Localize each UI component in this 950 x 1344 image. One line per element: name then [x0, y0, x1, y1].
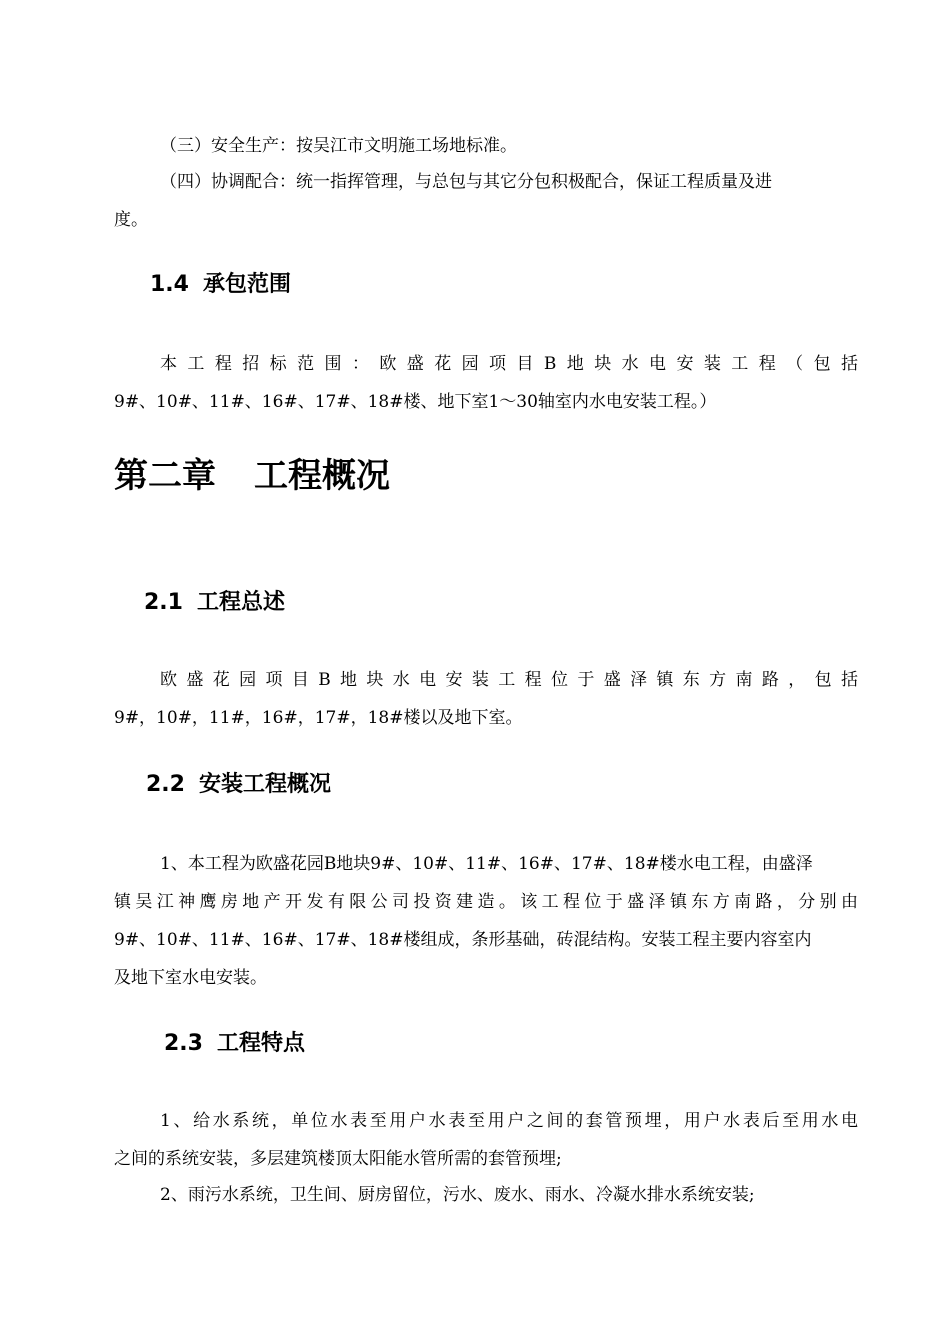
section-title: 工程特点 [216, 1031, 305, 1056]
text-line: （四）协调配合：统一指挥管理，与总包与其它分包积极配合，保证工程质量及进 [160, 172, 772, 192]
text-line: 欧盛花园项目B地块水电安装工程位于盛泽镇东方南路，包括 [160, 670, 858, 690]
chapter-label: 第二章 [114, 456, 216, 496]
section-number: 2.3 [164, 1031, 203, 1056]
section-number: 1.4 [150, 272, 189, 297]
paragraph-safety [114, 127, 858, 165]
text-line: 2、雨污水系统，卫生间、厨房留位，污水、废水、雨水、冷凝水排水系统安装; [160, 1185, 755, 1205]
text-line: 本工程招标范围：欧盛花园项目B地块水电安装工程（包括 [160, 354, 858, 374]
section-title: 安装工程概况 [198, 772, 331, 797]
paragraph-bid-scope [114, 345, 858, 421]
paragraph-drainage [114, 1176, 858, 1214]
paragraph-installation [114, 845, 858, 997]
section-title: 工程总述 [196, 590, 285, 615]
text-line: 之间的系统安装，多层建筑楼顶太阳能水管所需的套管预埋; [114, 1149, 562, 1169]
chapter-heading [114, 452, 390, 500]
section-heading-1-4 [150, 270, 291, 300]
section-heading-2-1 [144, 588, 285, 618]
paragraph-coordination [114, 163, 858, 239]
chapter-title: 工程概况 [254, 456, 390, 496]
text-line: 1、本工程为欧盛花园B地块9#、10#、11#、16#、17#、18#楼水电工程，由盛泽 [160, 854, 813, 874]
section-heading-2-2 [146, 770, 331, 800]
text-line: 9#，10#，11#，16#，17#，18#楼以及地下室。 [114, 708, 523, 728]
text-line: 9#、10#、11#、16#、17#、18#楼组成，条形基础，砖混结构。安装工程主要内容室内 [114, 930, 812, 950]
text-line: 度。 [114, 210, 148, 230]
text-line: 镇吴江神鹰房地产开发有限公司投资建造。该工程位于盛泽镇东方南路，分别由 [114, 892, 858, 912]
section-number: 2.2 [146, 772, 185, 797]
text-line: 及地下室水电安装。 [114, 968, 267, 988]
section-title: 承包范围 [202, 272, 291, 297]
text-line: （三）安全生产：按吴江市文明施工场地标准。 [160, 136, 517, 156]
text-line: 1、给水系统，单位水表至用户水表至用户之间的套管预埋，用户水表后至用水电 [160, 1111, 858, 1131]
section-heading-2-3 [164, 1029, 305, 1059]
section-number: 2.1 [144, 590, 183, 615]
paragraph-water-supply [114, 1102, 858, 1178]
text-line: 9#、10#、11#、16#、17#、18#楼、地下室1～30轴室内水电安装工程。） [114, 392, 717, 412]
paragraph-overview [114, 661, 858, 737]
